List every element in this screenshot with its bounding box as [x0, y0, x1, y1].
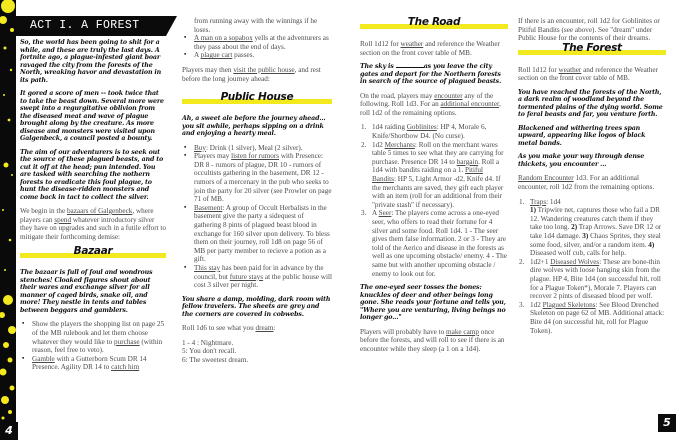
forest-title: The Forest — [562, 41, 622, 54]
text: : 1d4 — [546, 197, 561, 206]
splatter-graphic — [0, 0, 16, 440]
text: 1d2 — [530, 300, 543, 309]
link-additional-encounter[interactable]: additional encounter — [440, 100, 500, 109]
link-buy[interactable]: Buy — [194, 143, 206, 152]
public-house-item-buy — [182, 144, 332, 153]
trap-number: 1) — [530, 206, 536, 215]
forest-flavor-3: As you make your way through dense thickets, you encounter ... — [518, 153, 645, 168]
right-page — [340, 0, 680, 440]
fill-in-blank — [396, 67, 424, 68]
intro-flavor-1: So, the world has been going to shit for a while, and these are truly the last days. A fortnite ago, a plague-infested giant boar ravaged the city from the forests of the North, wreaking havor and devastation in its path. — [20, 39, 162, 84]
dream-row: 5: You don't recall. — [182, 347, 237, 356]
left-column-2 — [182, 17, 332, 365]
link-this-stay[interactable]: This stay — [194, 263, 221, 272]
bazaar-list-cont — [182, 34, 332, 60]
text: and reference the Weather section on the front cover table of MB. — [518, 65, 658, 83]
forest-encounter-wolves — [518, 258, 666, 301]
list-number: 3. — [519, 300, 525, 309]
text: and reference the Weather section on the front cover table of MB. — [360, 40, 500, 57]
forest-heading — [518, 41, 666, 59]
text: Roll 1d6 to see what you — [182, 324, 256, 333]
list-number: 2. — [519, 257, 525, 266]
link-bazaars[interactable]: bazaars of Galgenbeck — [66, 207, 133, 215]
forest-encounter-skeletons — [518, 301, 666, 335]
link-bargain[interactable]: bargain — [456, 157, 479, 166]
make-camp — [360, 328, 508, 354]
text: Roll 1d12 for — [518, 65, 559, 74]
text: with Presence: DR 8 - rumors of plague, DR 10 - rumors of occultists gathering in the basement, DR 12 - rumors of a mercenary in the pub who seeks to join the party for 20 silver (see Prowler on page 71 of MB. — [194, 152, 332, 204]
public-house-list — [182, 144, 332, 290]
text: : Drink (1 silver), Meal (2 silver). — [205, 143, 303, 152]
link-listen-for-rumors[interactable]: listen for rumors — [231, 152, 280, 161]
public-house-title: Public House — [220, 91, 294, 104]
text: : HP 4, Morale 6, Knife/Shortbow D4. (No curse). — [372, 123, 487, 141]
text: On the road, players may — [360, 91, 435, 100]
text: , and rest before the long journey ahead: — [182, 65, 321, 83]
text: : A group of Occult Herbalists in the basement give the party a sidequest of gathering 8 pints of plagued beast blood in exchange for 160 silver upon delivery. To bless them on their journey, roll 1d8 on page 56 of MB per party member to recieve a potion as a gift. — [194, 203, 330, 264]
road-heading — [360, 18, 508, 33]
link-traps[interactable]: Traps — [530, 197, 547, 206]
bazaar-title: Bazaar — [73, 245, 113, 258]
text: passes. — [232, 51, 255, 60]
road-title: The Road — [407, 16, 461, 28]
link-gamble[interactable]: Gamble — [32, 354, 55, 363]
link-diseased-wolves[interactable]: Diseased Wolves — [550, 257, 600, 266]
bazaar-item-gamble — [20, 355, 166, 372]
road-encounter-intro — [360, 92, 508, 118]
list-number: 2. — [361, 140, 367, 149]
text: any of the following. Roll 1d3. For an — [360, 91, 494, 109]
room-flavor: You share a damp, molding, dark room with fellow travelers. The sheets are grey and the corners are covered in cobwebs. — [182, 295, 331, 318]
public-house-heading — [182, 93, 332, 108]
forest-encounter-traps — [518, 198, 666, 258]
dream-prompt — [182, 324, 332, 333]
public-house-flavor: Ah, a sweet ale before the journey ahead... you sit awhile, perhaps sipping on a drink and enjoying a hearty meal. — [182, 115, 326, 138]
list-number: 1. — [519, 197, 525, 206]
public-house-item-rumors — [182, 152, 332, 204]
intro-body — [20, 207, 166, 241]
link-sopabox[interactable]: A man on a sopabox — [194, 34, 253, 43]
link-plague-cart[interactable]: plague cart — [200, 51, 233, 60]
text: A — [194, 51, 201, 60]
text: : HP 5, Light Armor -d2, Knife d4. If the merchants are saved, they gift each player with an item (roll for an additional from their "private stash" if necessary). — [372, 175, 504, 209]
text: 1d4 raiding — [372, 123, 407, 132]
link-plagued-skeletons[interactable]: Plagued Skeletons — [542, 300, 596, 309]
text: Chaos Sprites, they steal some food, silver, and/or a random item. — [530, 232, 661, 249]
link-make-camp[interactable]: make camp — [446, 327, 479, 336]
trap-number: 2) — [571, 223, 578, 232]
bazaar-item-plague-cart — [182, 51, 332, 60]
text: with a Gutterborn Scum DR 14 Presence. Agility DR 14 to — [32, 354, 147, 372]
public-house-item-stay — [182, 264, 332, 290]
bazaar-heading — [20, 247, 166, 262]
link-basement[interactable]: Basement — [194, 203, 223, 212]
dream-table — [182, 339, 332, 365]
forest-flavor-2: Blackened and withering trees span upward, appearing like logos of black metal bands. — [518, 124, 646, 147]
text: Players may — [194, 152, 232, 161]
link-pitiful-bandits[interactable]: Pitiful Bandits — [372, 166, 484, 184]
list-number: 1. — [361, 123, 367, 132]
road-encounter-merchants — [360, 141, 508, 210]
link-encounter[interactable]: encounter — [434, 91, 463, 100]
text: , where players can — [20, 207, 154, 224]
random-encounter — [518, 174, 666, 191]
text: : — [273, 324, 276, 333]
gamble-continuation: from running away with the winnings if he loses. — [194, 17, 318, 34]
text: 1d3. For an additional encounter, roll 1d2 from the remaining options. — [518, 174, 655, 192]
grunge-splatter-border — [0, 0, 16, 440]
text: once before the forests, and will roll to see if there is an encounter while they sleep (a 1 on a 1d4). — [360, 327, 505, 353]
trap-number: 3) — [582, 232, 589, 241]
text: 1d2 — [372, 140, 385, 149]
road-flavor — [360, 63, 508, 86]
list-number: 3. — [361, 209, 367, 218]
link-merchants[interactable]: Merchants — [384, 140, 415, 149]
text: (within reason, feel free to veto). — [32, 337, 163, 355]
bazaar-list — [20, 320, 166, 372]
text: Tripwire net, captures those who fail a DR 12. Wandering creatures catch them if they take too long. — [530, 206, 660, 232]
dream-row: 1 - 4 : Nightmare. — [182, 338, 234, 347]
link-visit-public-house[interactable]: visit the public house — [233, 65, 295, 74]
text: . Roll a 1d4 with bandits raiding on a 1. — [372, 157, 500, 175]
intro-flavor-3: The aim of our adventurers is to seek out the source of these plagued beasts, and to cut it off at the head; pun intended. You are tasked with searching the nothern forests to eradicate this foul plague, to hunt the disease-ridden monsters and come back in tact to collect the silver. — [20, 148, 164, 201]
link-dream[interactable]: dream — [255, 324, 274, 333]
text: at the public house will cost 3 silver per night. — [194, 272, 332, 290]
link-catch-him[interactable]: catch him — [111, 363, 140, 372]
link-seer[interactable]: Seer — [378, 209, 392, 218]
public-house-item-basement — [182, 204, 332, 264]
right-column-1 — [360, 18, 508, 359]
text: Show the players the shopping list on page 25 of the MB rulebook and let them choose whatever they would like to — [32, 320, 165, 346]
link-weather[interactable]: weather — [558, 65, 582, 74]
text: Roll 1d12 for — [360, 40, 401, 48]
text: Diseased wolf cub, calls for help. — [530, 249, 627, 258]
road-encounter-list — [360, 123, 508, 278]
act-title: ACT I. A FOREST — [30, 19, 140, 32]
road-encounter-goblinites — [360, 123, 508, 140]
text: as you leave the city gates and depart for the Northern forests in search of the source of plagued beasts. — [360, 63, 502, 86]
camp-encounter: If there is an encounter, roll 1d2 for Goblinites or Pitiful Bandits (see above). See "dream" under Public House for the contents of their dreams. — [518, 17, 660, 43]
text: : Roll on the merchant wares table 5 times to see what they are carrying for purchase. Presence DR 14 to — [372, 140, 504, 166]
link-future-stays[interactable]: future stays — [229, 272, 264, 281]
link-spend[interactable]: spend — [54, 215, 72, 224]
left-column-1 — [20, 39, 166, 378]
seer-flavor: The one-eyed seer tosses the bones: knuckles of deer and other beings long gone. She reads your fortune and tells you, "Where you are venturing, living beings no longer go..." — [360, 284, 506, 322]
text: The sky is — [360, 63, 394, 71]
public-house-intro — [182, 66, 332, 83]
text: , roll 1d2 of the remaining options. — [360, 100, 501, 117]
link-weather[interactable]: weather — [400, 40, 424, 48]
road-encounter-seer — [360, 209, 508, 278]
road-weather — [360, 40, 508, 57]
text: : These are bone-thin dire wolves with loose hanging skin from the plague. HP 4, Bite 1d4 (on successful hit, roll for a Plague Token*), Morale 7. Players can recover 2 pints of diseased blood per wolf. — [530, 257, 661, 301]
forest-weather — [518, 66, 666, 83]
text: Players will probably have to — [360, 327, 447, 336]
link-random-encounter[interactable]: Random Encounter — [518, 174, 574, 183]
text: Players may then — [182, 65, 234, 74]
text: : See Blood Drenched Skeleton on page 62 of MB. Additional attack: Bite d4 (on successful hit, roll for Plague Token). — [530, 300, 665, 335]
page-number-right: 5 — [658, 414, 676, 432]
link-purchase[interactable]: purchase — [114, 337, 140, 346]
bazaar-item-sopabox — [182, 34, 332, 51]
trap-number: 4) — [648, 240, 655, 249]
forest-flavor-1: You have reached the forests of the North, a dark realm of woodland beyond the tormented plains of the dying world. Some to feral beasts and far, you venture forth. — [518, 88, 663, 119]
link-goblinites[interactable]: Goblinites — [406, 123, 437, 132]
text: A — [372, 209, 379, 218]
text: 1d2+1 — [530, 257, 551, 266]
right-column-2 — [518, 17, 666, 341]
text: : The players come across a one-eyed seer, who offers to read their fortune for 4 silver and some food. Roll 1d4. 1 - The seer gives them false information. 2 or 3 - They are told of the Aerico and disease in the forests as well as one upcoming obstacle/ enemy. 4 - The same but with another upcoming obstacle / enemy to look out for. — [372, 209, 507, 278]
intro-flavor-2: It gored a score of men -- took twice that to take the beast down. Several more were swept into a regurgitative oblivion from the diseased meat and wave of plague brought along by the creature. As more disease and monsters were visited upon Galgenbeck, a council posted a bounty. — [20, 90, 164, 142]
bazaar-flavor: The bazaar is full of foul and wondrous stenches! Cloaked figures shout about their wares and exchange silver for all manner of caged birds, snake oil, and more! They nestle in tents and tables between beggars and gamblers. — [20, 269, 153, 314]
text: We begin in the — [20, 207, 67, 215]
text: Trap Arrows. Save DR 12 or take 1d4 damage. — [530, 223, 662, 241]
text: yells at the adventurers as they pass about the end of days. — [194, 34, 329, 51]
text: has been paid for in advance by the council, but — [194, 263, 324, 281]
page-number-left: 4 — [0, 422, 18, 440]
text: whatever introductory silver they have on upgrades and such in a futile effort to mitigate their forthcoming demise: — [20, 215, 166, 241]
dream-row: 6: The sweetest dream. — [182, 356, 249, 365]
bazaar-item-shopping — [20, 320, 166, 354]
forest-encounter-list — [518, 198, 666, 336]
